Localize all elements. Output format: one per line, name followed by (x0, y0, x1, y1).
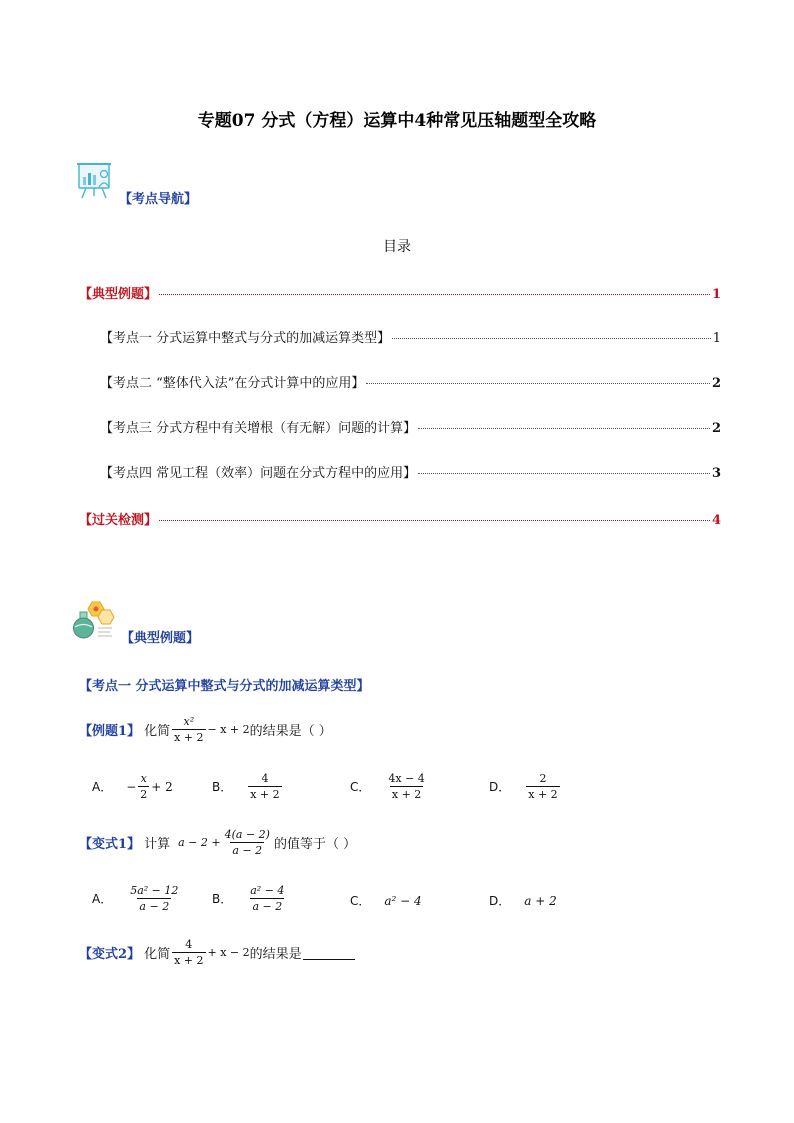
option-letter: A． (92, 892, 113, 906)
variant-label: 【变式1】 (79, 837, 141, 852)
toc-page-number: 2 (711, 376, 721, 391)
option-b[interactable] (212, 884, 288, 913)
denominator: x + 2 (391, 788, 422, 801)
option-letter: D． (489, 780, 511, 794)
option-letter: C． (350, 780, 371, 794)
numerator: a² − 4 (250, 884, 285, 897)
toc-entry-text: 【典型例题】 (79, 287, 158, 302)
toc-entry-text: 【考点四 常见工程（效率）问题在分式方程中的应用】 (100, 466, 417, 481)
option-letter: D． (489, 894, 511, 908)
toc-leader (418, 428, 710, 429)
flask-icon (70, 600, 116, 640)
variant-1 (79, 828, 356, 857)
toc-page-number: 4 (711, 513, 721, 528)
option-post: + 2 (151, 779, 173, 794)
fraction (248, 884, 286, 913)
fraction (172, 938, 205, 967)
denominator: 2 (140, 788, 148, 801)
fraction (128, 884, 180, 913)
toc-entry[interactable] (100, 462, 721, 481)
denominator: a − 2 (252, 900, 283, 913)
numerator: x² (183, 715, 195, 728)
toc-heading: 目录 (383, 239, 411, 255)
option-d[interactable] (489, 892, 557, 909)
section-label: 【典型例题】 (121, 631, 200, 646)
toc-entry[interactable] (100, 372, 721, 391)
example-1 (79, 715, 332, 744)
option-value: a² − 4 (384, 893, 422, 908)
numerator: 4(a − 2) (224, 828, 270, 841)
toc-leader (159, 294, 710, 295)
toc-leader (366, 383, 710, 384)
numerator: 2 (539, 772, 547, 785)
fraction (248, 772, 281, 801)
option-pre: − (126, 779, 137, 794)
option-letter: B． (212, 780, 233, 794)
option-c[interactable] (350, 892, 422, 909)
toc-entry-text: 【考点三 分式方程中有关增根（有无解）问题的计算】 (100, 421, 417, 436)
denominator: a − 2 (232, 844, 263, 857)
answer-blank[interactable] (303, 945, 355, 960)
toc-leader (159, 520, 710, 521)
option-b[interactable] (212, 772, 284, 801)
denominator: x + 2 (174, 731, 204, 744)
expression-lead: a − 2 + (178, 836, 221, 849)
toc-entry[interactable] (100, 417, 721, 436)
numerator: 5a² − 12 (130, 884, 179, 897)
option-c[interactable] (350, 772, 429, 801)
numerator: 4x − 4 (388, 772, 425, 785)
toc-page-number: 1 (711, 287, 721, 302)
denominator: x + 2 (250, 788, 280, 801)
option-d[interactable] (489, 772, 562, 801)
toc-leader (418, 473, 710, 474)
variant-suffix: 的结果是 (249, 947, 302, 962)
option-letter: B． (212, 892, 233, 906)
example-suffix: 的结果是（ ） (249, 724, 332, 739)
toc-page-number: 1 (712, 331, 721, 346)
fraction (386, 772, 426, 801)
fraction (223, 828, 272, 857)
toc-entry-text: 【考点二 “整体代入法”在分式计算中的应用】 (100, 376, 365, 391)
denominator: x + 2 (174, 954, 204, 967)
variant-2 (79, 938, 355, 967)
example-prefix: 化简 (144, 724, 171, 739)
denominator: a − 2 (139, 900, 170, 913)
fraction (172, 715, 205, 744)
kaodian-heading: 【考点一 分式运算中整式与分式的加减运算类型】 (79, 679, 370, 694)
numerator: x (140, 772, 147, 785)
toc-entry[interactable] (100, 327, 721, 346)
toc-entry[interactable] (79, 509, 721, 528)
toc-entry-text: 【考点一 分式运算中整式与分式的加减运算类型】 (100, 331, 391, 346)
option-letter: A． (92, 780, 113, 794)
option-a[interactable] (92, 772, 173, 801)
toc-page-number: 3 (711, 466, 721, 481)
example-label: 【例题1】 (79, 724, 141, 739)
option-letter: C． (350, 894, 371, 908)
fraction (526, 772, 559, 801)
document-title: 专题07 分式（方程）运算中4种常见压轴题型全攻略 (197, 111, 597, 131)
denominator: x + 2 (528, 788, 558, 801)
option-value: a + 2 (524, 893, 557, 908)
nav-label: 【考点导航】 (119, 192, 198, 207)
toc-entry-text: 【过关检测】 (79, 513, 158, 528)
fraction (138, 772, 149, 801)
option-a[interactable] (92, 884, 182, 913)
presentation-board-icon (74, 160, 118, 202)
numerator: 4 (185, 938, 193, 951)
toc-entry[interactable] (79, 283, 721, 302)
toc-leader (392, 338, 711, 339)
expression-rest: − x + 2 (207, 723, 250, 736)
variant-label: 【变式2】 (79, 947, 141, 962)
variant-prefix: 化简 (144, 947, 171, 962)
numerator: 4 (261, 772, 269, 785)
expression-rest: + x − 2 (207, 946, 250, 959)
toc-page-number: 2 (711, 421, 721, 436)
variant-prefix: 计算 (144, 837, 171, 852)
variant-suffix: 的值等于（ ） (273, 837, 357, 852)
